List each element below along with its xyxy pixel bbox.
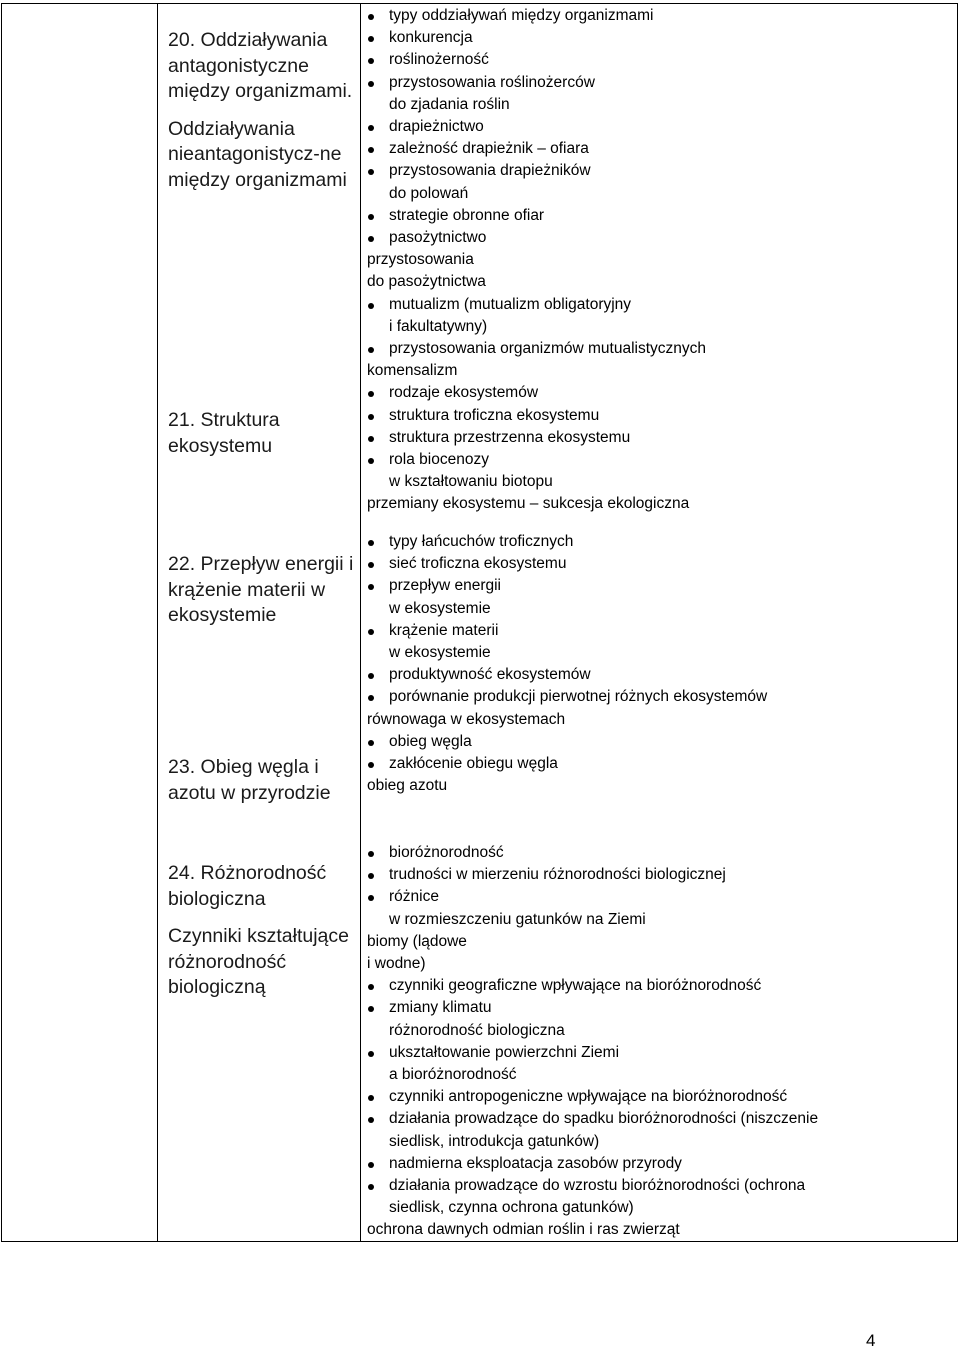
text-line: przystosowania <box>367 251 474 269</box>
bullet-item: zmiany klimatu <box>367 997 952 1019</box>
topic-cell <box>168 755 358 806</box>
text-line: i wodne) <box>367 955 426 973</box>
bullet-item: czynniki antropogeniczne wpływające na bioróżnorodność <box>367 1086 952 1108</box>
bullet-item: obieg węgla <box>367 731 952 753</box>
bullet-item: porównanie produkcji pierwotnej różnych ekosystemów <box>367 686 952 708</box>
bullet-item: pasożytnictwo <box>367 227 952 249</box>
topic-spacer <box>168 912 358 924</box>
bullet-item: czynniki geograficzne wpływające na bioróżnorodność <box>367 975 952 997</box>
bullet-item: typy łańcuchów troficznych <box>367 531 952 553</box>
topic-title: 21. Struktura ekosystemu <box>168 409 280 457</box>
text-line: biomy (lądowe <box>367 932 467 950</box>
topic-cell <box>168 552 358 629</box>
bullet-item: mutualizm (mutualizm obligatoryjny <box>367 294 952 316</box>
bullet-item: drapieżnictwo <box>367 116 952 138</box>
bullet-item: typy oddziaływań między organizmami <box>367 5 952 27</box>
bullet-item: zależność drapieżnik – ofiara <box>367 138 952 160</box>
bullet-item: zakłócenie obiegu węgla <box>367 753 952 775</box>
bullet-item: rodzaje ekosystemów <box>367 382 952 404</box>
text-line: do polowań <box>389 184 469 202</box>
text-line: komensalizm <box>367 362 458 380</box>
bullet-item: nadmierna eksploatacja zasobów przyrody <box>367 1153 952 1175</box>
text-line: obieg azotu <box>367 777 448 795</box>
text-line: w ekosystemie <box>389 599 491 617</box>
bullet-item: działania prowadzące do wzrostu bioróżnorodności (ochrona <box>367 1175 952 1197</box>
bullet-item: struktura przestrzenna ekosystemu <box>367 427 952 449</box>
content-cell <box>367 5 952 516</box>
topic-cell <box>168 28 358 194</box>
text-line: siedlisk, introdukcja gatunków) <box>389 1132 600 1150</box>
bullet-item: roślinożerność <box>367 49 952 71</box>
topic-title: Czynniki kształtujące różnorodność biologiczną <box>168 925 349 999</box>
page-number: 4 <box>866 1331 876 1350</box>
content-cell <box>367 842 952 1242</box>
text-line: równowaga w ekosystemach <box>367 710 566 728</box>
text-line: w ekosystemie <box>389 644 491 662</box>
topic-spacer <box>168 105 358 117</box>
text-line: siedlisk, czynna ochrona gatunków) <box>389 1199 634 1217</box>
bullet-item: sieć troficzna ekosystemu <box>367 553 952 575</box>
text-line: i fakultatywny) <box>389 317 488 335</box>
bullet-item: ukształtowanie powierzchni Ziemi <box>367 1042 952 1064</box>
topic-title: 24. Różnorodność biologiczna <box>168 862 327 910</box>
bullet-item: przystosowania roślinożerców <box>367 72 952 94</box>
content-cell <box>367 531 952 797</box>
bullet-item: działania prowadzące do spadku bioróżnorodności (niszczenie <box>367 1108 952 1130</box>
table-column-empty <box>1 3 158 1242</box>
text-line: przemiany ekosystemu – sukcesja ekologiczna <box>367 495 690 513</box>
topic-title: Oddziaływania nieantagonistycz-ne między organizmami <box>168 117 347 191</box>
text-line: różnorodność biologiczna <box>389 1021 565 1039</box>
bullet-item: konkurencja <box>367 27 952 49</box>
topic-cell <box>168 861 358 1001</box>
topic-title: 20. Oddziaływania antagonistyczne między organizmami. <box>168 29 353 103</box>
bullet-item: przystosowania organizmów mutualistycznych <box>367 338 952 360</box>
bullet-item: strategie obronne ofiar <box>367 205 952 227</box>
bullet-item: różnice <box>367 886 952 908</box>
text-line: w kształtowaniu biotopu <box>389 473 553 491</box>
topic-title: 22. Przepływ energii i krążenie materii w ekosystemie <box>168 553 354 627</box>
text-line: do zjadania roślin <box>389 95 510 113</box>
bullet-item: krążenie materii <box>367 620 952 642</box>
bullet-item: przepływ energii <box>367 575 952 597</box>
text-line: do pasożytnictwa <box>367 273 486 291</box>
topic-title: 23. Obieg węgla i azotu w przyrodzie <box>168 756 331 804</box>
bullet-item: produktywność ekosystemów <box>367 664 952 686</box>
text-line: a bioróżnorodność <box>389 1066 517 1084</box>
bullet-item: bioróżnorodność <box>367 842 952 864</box>
topic-cell <box>168 408 358 459</box>
text-line: ochrona dawnych odmian roślin i ras zwierząt <box>367 1221 680 1239</box>
bullet-item: przystosowania drapieżników <box>367 160 952 182</box>
text-line: w rozmieszczeniu gatunków na Ziemi <box>389 910 646 928</box>
bullet-item: trudności w mierzeniu różnorodności biologicznej <box>367 864 952 886</box>
bullet-item: struktura troficzna ekosystemu <box>367 405 952 427</box>
bullet-item: rola biocenozy <box>367 449 952 471</box>
